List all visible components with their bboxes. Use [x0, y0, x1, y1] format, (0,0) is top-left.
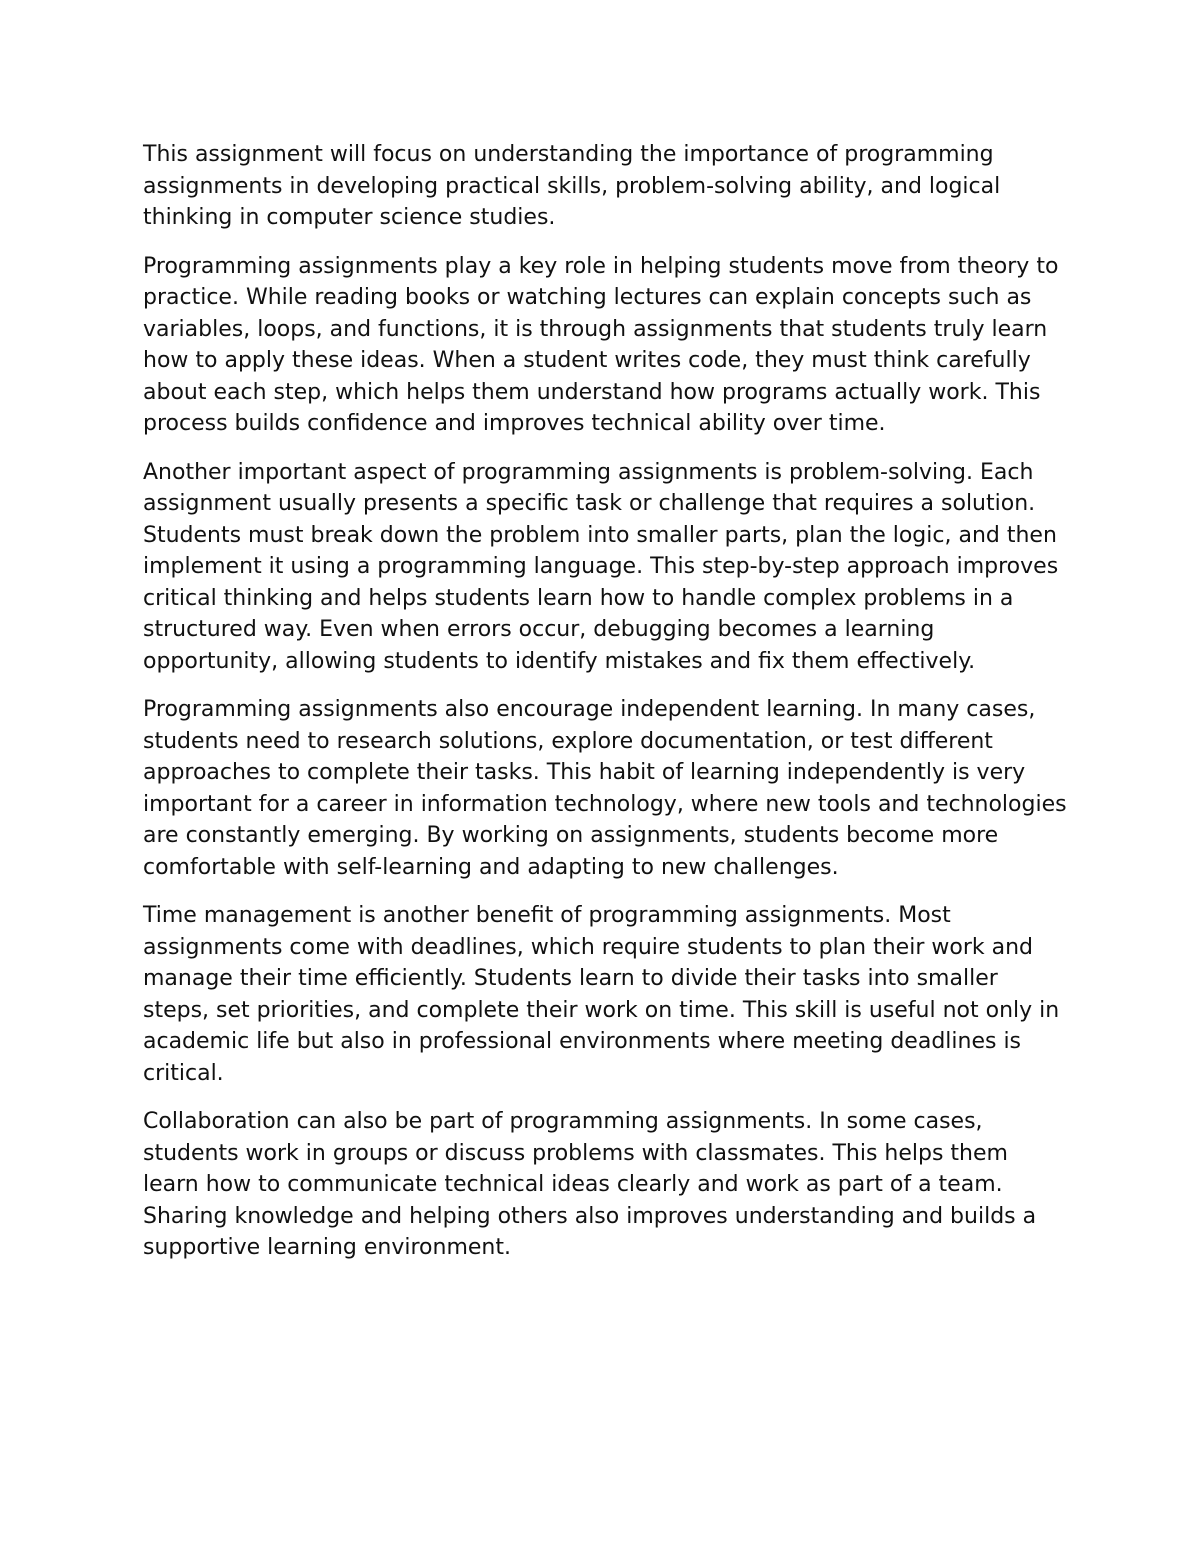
paragraph-theory-to-practice: Programming assignments play a key role in helping students move from theory to practice. While reading books or watching lectures can explain concepts such as variables, loops, and functions, it is through assignments that students truly learn how to apply these ideas. When a student writes code, they must think carefully about each step, which helps them understand how programs actually work. This process builds confidence and improves technical ability over time.	[143, 253, 1059, 436]
paragraph-collaboration: Collaboration can also be part of programming assignments. In some cases, students work in groups or discuss problems with classmates. This helps them learn how to communicate technical ideas clearly and work as part of a team. Sharing knowledge and helping others also improves understanding and builds a supportive learning environment.	[143, 1109, 1037, 1260]
paragraph-independent-learning: Programming assignments also encourage independent learning. In many cases, students need to research solutions, explore documentation, or test different approaches to complete their tasks. This habit of learning independently is very important for a career in information technology, where new tools and technologies are constantly emerging. By working on assignments, students become more comfortable with self-learning and adapting to new challenges.	[143, 697, 1067, 880]
paragraph-time-management: Time management is another benefit of programming assignments. Most assignments come with deadlines, which require students to plan their work and manage their time efficiently. Students learn to divide their tasks into smaller steps, set priorities, and complete their work on time. This skill is useful not only in academic life but also in professional environments where meeting deadlines is critical.	[143, 903, 1060, 1086]
paragraph-intro: This assignment will focus on understanding the importance of programming assignments in developing practical skills, problem-solving ability, and logical thinking in computer science studies.	[143, 142, 1001, 230]
paragraph-problem-solving: Another important aspect of programming assignments is problem-solving. Each assignment usually presents a specific task or challenge that requires a solution. Students must break down the problem into smaller parts, plan the logic, and then implement it using a programming language. This step-by-step approach improves critical thinking and helps students learn how to handle complex problems in a structured way. Even when errors occur, debugging becomes a learning opportunity, allowing students to identify mistakes and fix them effectively.	[143, 459, 1059, 674]
document-body	[143, 139, 1068, 1281]
